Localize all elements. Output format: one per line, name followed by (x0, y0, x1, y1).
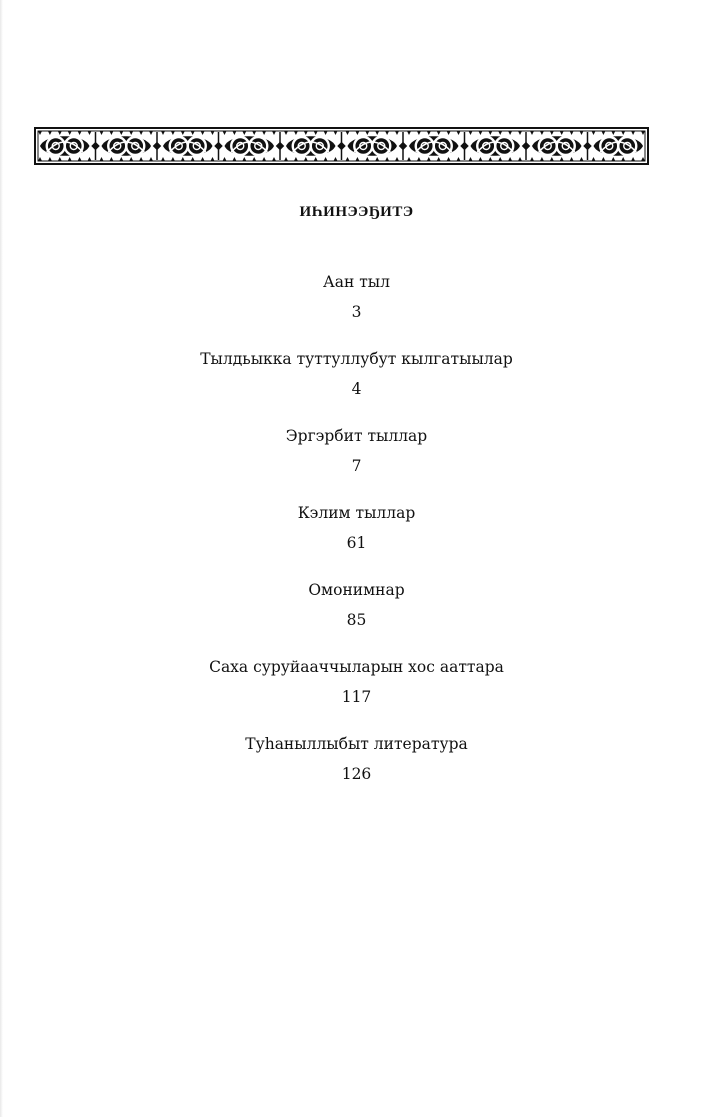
toc-entry-title: Аан тыл (323, 273, 390, 291)
toc-entry-title: Туһаныллыбыт литература (245, 735, 468, 753)
toc-entry[interactable] (0, 578, 713, 655)
toc-entry-title: Омонимнар (308, 581, 405, 599)
toc-entry[interactable] (0, 655, 713, 732)
toc-entry-page: 117 (341, 688, 372, 706)
toc-entry-page: 3 (351, 303, 362, 321)
toc-entry[interactable] (0, 424, 713, 501)
toc-entry-page: 85 (346, 611, 367, 629)
toc-entry-page: 126 (341, 765, 372, 783)
toc-entry[interactable] (0, 501, 713, 578)
toc-entry-title: Саха суруйааччыларын хос ааттара (209, 658, 504, 676)
toc-entry-page: 61 (346, 534, 367, 552)
toc-entry-title: Тылдьыкка туттуллубут кылгатыылар (200, 350, 513, 368)
toc-entry-page: 4 (351, 380, 362, 398)
toc-entry[interactable] (0, 270, 713, 347)
toc-entry[interactable] (0, 347, 713, 424)
page-title: ИҺИНЭЭҔИТЭ (299, 204, 414, 220)
toc-entry-title: Кэлим тыллар (297, 504, 416, 522)
toc-entry[interactable] (0, 732, 713, 809)
table-of-contents (0, 270, 713, 809)
toc-entry-title: Эргэрбит тыллар (285, 427, 428, 445)
toc-entry-page: 7 (351, 457, 362, 475)
ornamental-border-icon (34, 127, 649, 165)
